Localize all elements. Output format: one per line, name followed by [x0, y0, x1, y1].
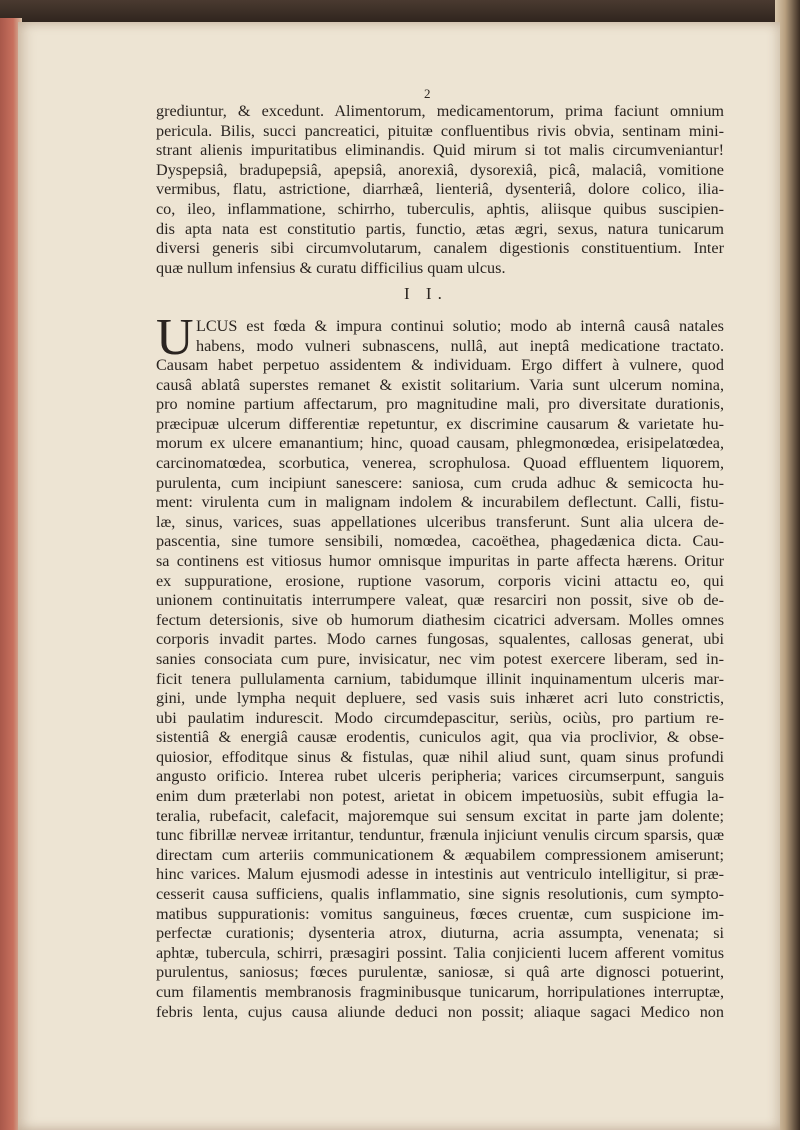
text-line: pro nomine partium affectarum, pro magnitudine mali, pro diversitate durationis,	[156, 395, 724, 414]
text-line: morum ex ulcere emanantium; hinc, quoad causam, phlegmonœdea, erisipelatœdea,	[156, 434, 724, 453]
text-line: purulentus, saniosus; fœces purulentæ, saniosæ, si quâ arte dignosci potuerint,	[156, 963, 724, 982]
text-line: carcinomatœdea, scorbutica, venerea, scrophulosa. Quoad effluentem liquorem,	[156, 453, 724, 472]
text-line: vermibus, flatu, astrictione, diarrhæâ, lienteriâ, dysenteriâ, dolore colico, ilia-	[156, 180, 724, 199]
text-line: febris lenta, cujus causa aliunde deduci non possit; aliaque sagaci Medico non	[156, 1002, 724, 1021]
text-line: co, ileo, inflammatione, schirrho, tuberculis, aphtis, aliisque quibus suscipien-	[156, 199, 724, 218]
text-line: teralia, rubefacit, calefacit, majoremque sui sensum excitat in parte jam dolente;	[156, 806, 724, 825]
text-line: matibus suppurationis: vomitus sanguineus, fœces cruentæ, cum suspicione im-	[156, 904, 724, 923]
text-line: perfectæ curationis; dysenteria atrox, diuturna, acria assumpta, venenata; si	[156, 924, 724, 943]
text-line: diversi generis sibi circumvolutarum, canalem digestionis constituentium. Inter	[156, 239, 724, 258]
text-line: LCUS est fœda & impura continui solutio; modo ab internâ causâ natales	[196, 317, 724, 335]
text-line: causâ ablatâ superstes remanet & existit solitarium. Varia sunt ulcerum nomina,	[156, 375, 724, 394]
text-line: unionem continuitatis interrumpere valeat, quæ resarciri non possit, sive ob de-	[156, 591, 724, 610]
page-number: 2	[424, 86, 431, 101]
text-line: ex suppuratione, erosione, ruptione vasorum, corporis vicini attactu eo, qui	[156, 571, 724, 590]
text-line: pericula. Bilis, succi pancreatici, pituitæ confluentibus rivis obvia, sentinam mini-	[156, 121, 724, 140]
text-line: directam cum arteriis communicationem & æquabilem compressionem amiserunt;	[156, 845, 724, 864]
text-line: enim dum præterlabi non potest, arietat in obicem impetuosiùs, subit effugia la-	[156, 787, 724, 806]
text-line: purulenta, cum incipiunt sanescere: saniosa, cum cruda adhuc & semicocta hu-	[156, 473, 724, 492]
paragraph-2-opening	[196, 317, 724, 356]
paragraph-2	[156, 356, 724, 1022]
text-line: habens, modo vulneri subnascens, nullâ, aut ineptâ medicatione tractato.	[196, 336, 724, 355]
section-heading: I I.	[404, 284, 448, 303]
text-line: ubi paulatim indurescit. Modo circumdepascitur, seriùs, ociùs, pro partium re-	[156, 708, 724, 727]
text-line: sa continens est vitiosus humor omnisque impuritas in parte affecta hærens. Oritur	[156, 551, 724, 570]
text-line: Causam habet perpetuo assidentem & individuam. Ergo differt à vulnere, quod	[156, 356, 724, 374]
text-line: præcipuæ ulcerum differentiæ repetuntur, ex discrimine causarum & varietate hu-	[156, 414, 724, 433]
text-line: strant alienis impuritatibus eliminandis. Quid mirum si tot malis circumveniantur!	[156, 141, 724, 160]
text-line: ment: virulenta cum in malignam indolem & incurabilem deflectunt. Calli, fistu-	[156, 493, 724, 512]
text-line: corporis invadit partes. Modo carnes fungosas, squalentes, callosas generat, ubi	[156, 630, 724, 649]
text-line: fectum detersionis, sive ob humorum diathesim cicatrici adversam. Molles omnes	[156, 610, 724, 629]
text-line: dis apta nata est constitutio partis, functio, ætas ægri, sexus, natura tunicarum	[156, 219, 724, 238]
text-line: Dyspepsiâ, bradupepsiâ, apepsiâ, anorexiâ, dysorexiâ, picâ, malaciâ, vomitione	[156, 160, 724, 179]
text-line: pascentia, sine tumore sensibili, nomœdea, cacoëthea, phagedænica dicta. Cau-	[156, 532, 724, 551]
text-line: sanies consociata cum pure, invisicatur, nec vim potest exercere liberam, sed in-	[156, 649, 724, 668]
drop-cap: U	[156, 309, 194, 366]
text-line: tunc fibrillæ nerveæ irritantur, tenduntur, frænula injiciunt venulis circum sparsis, quæ	[156, 826, 724, 845]
text-line: angusto orificio. Interea rubet ulceris peripheria; varices circumserpunt, sanguis	[156, 767, 724, 786]
text-line: cesserit causa sufficiens, qualis inflammatio, sine signis resolutionis, cum sympto-	[156, 885, 724, 904]
text-line: grediuntur, & excedunt. Alimentorum, medicamentorum, prima faciunt omnium	[156, 102, 724, 120]
text-line: sistentiâ & energiâ causæ erodentis, cuniculos agit, qua via proclivior, & obse-	[156, 728, 724, 747]
text-line: cum filamentis membranosis fragminibusque tunicarum, horripulationes interruptæ,	[156, 983, 724, 1001]
text-line: quiosior, effoditque sinus & fistulas, quæ nihil aliud sunt, quam sinus profundi	[156, 747, 724, 766]
text-line: læ, sinus, varices, suas appellationes ulceribus transferunt. Sunt alia ulcera de-	[156, 512, 724, 531]
text-line: quæ nullum infensius & curatu difficilius quam ulcus.	[156, 258, 506, 277]
text-line: gini, unde lympha nequit depluere, sed vasis suis inhæret acri luto constrictis,	[156, 689, 724, 708]
text-line: ficit tenera pullulamenta carnium, tabidumque illinit inquinamentum ulceris mar-	[156, 669, 724, 688]
text-line: aphtæ, tubercula, schirri, præsagiri possint. Talia conjicienti lucem afferent vomitus	[156, 943, 724, 962]
paragraph-1	[156, 102, 724, 278]
text-line: hinc varices. Malum ejusmodi adesse in intestinis aut ventriculo intelligitur, si præ-	[156, 865, 724, 884]
